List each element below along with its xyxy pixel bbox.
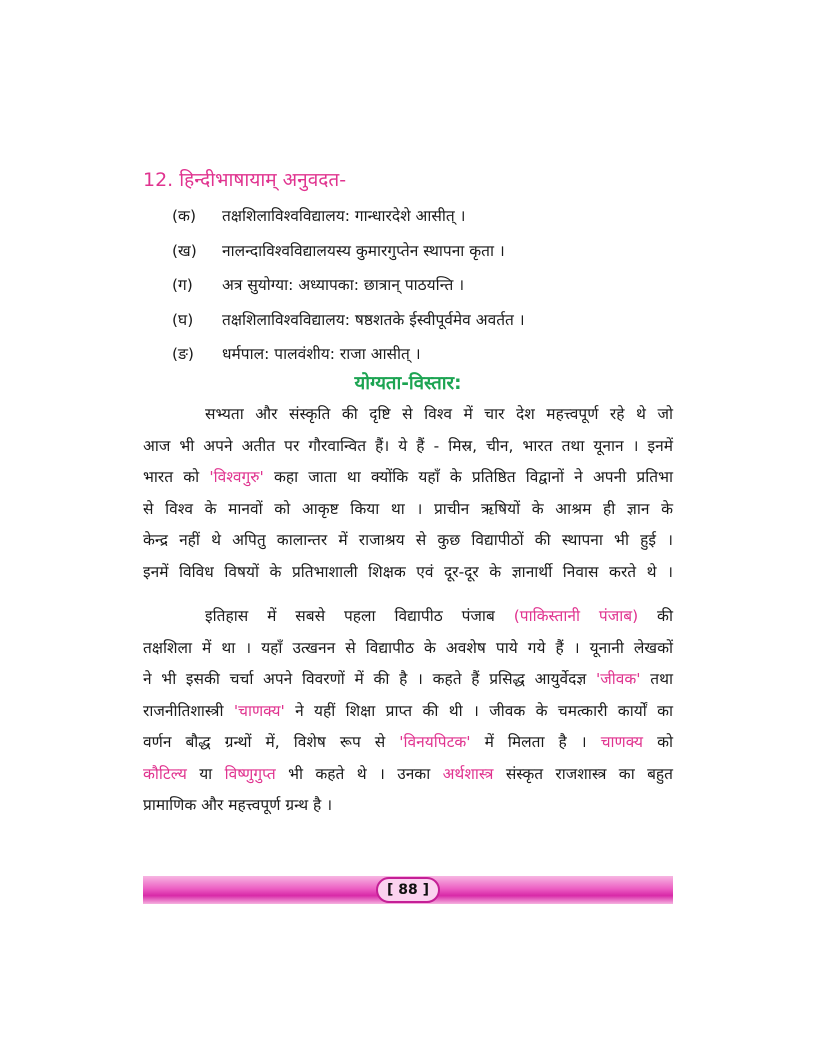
item-marker: (ख) — [172, 241, 197, 260]
text-segment: ने यहीं शिक्षा प्राप्त की थी । जीवक के चमत्कारी कार्यों का — [284, 701, 674, 720]
text-segment: भारत को — [143, 468, 210, 486]
highlight-term: चाणक्य — [600, 733, 644, 751]
text-line — [143, 604, 673, 636]
highlight-term: 'चाणक्य' — [233, 701, 285, 720]
section-heading: योग्यता-विस्तार: — [354, 373, 462, 394]
item-marker: (क) — [172, 207, 196, 225]
text-segment: कहा जाता था क्योंकि यहाँ के प्रतिष्ठित विद्वानों ने अपनी प्रतिभा — [263, 468, 673, 486]
item-marker: (ग) — [172, 276, 193, 294]
exercise-list — [172, 204, 732, 377]
highlight-term: 'विश्वगुरु' — [209, 468, 264, 486]
text-segment: को — [643, 733, 674, 751]
text-line: इनमें विविध विषयों के प्रतिभाशाली शिक्षक एवं दूर-दूर के ज्ञानार्थी निवास करते थे । — [143, 562, 673, 581]
paragraph-1 — [143, 402, 673, 591]
page-number: [ 88 ] — [376, 877, 440, 903]
text-segment: या — [186, 764, 225, 783]
paragraph-2 — [143, 604, 673, 825]
highlight-term: विष्णुगुप्त — [224, 764, 276, 783]
text-segment: संस्कृत राजशास्त्र का बहुत — [493, 764, 673, 783]
text-line: प्रामाणिक और महत्त्वपूर्ण ग्रन्थ है । — [143, 796, 333, 814]
text-line: तक्षशिला में था । यहाँ उत्खनन से विद्यापीठ के अवशेष पाये गये हैं । यूनानी लेखकों — [143, 638, 673, 657]
exercise-item — [172, 273, 732, 308]
text-segment: ने भी इसकी चर्चा अपने विवरणों में की है । कहते हैं प्रसिद्ध आयुर्वेदज्ञ — [143, 670, 596, 688]
text-line — [143, 699, 673, 731]
text-line: सभ्यता और संस्कृति की दृष्टि से विश्व में चार देश महत्त्वपूर्ण रहे थे जो — [205, 405, 673, 423]
item-marker: (ङ) — [172, 345, 194, 363]
text-line: से विश्व के मानवों को आकृष्ट किया था । प्राचीन ऋषियों के आश्रम ही ज्ञान के — [143, 499, 673, 518]
highlight-term: (पाकिस्तानी पंजाब) — [513, 607, 639, 625]
text-segment: वर्णन बौद्ध ग्रन्थों में, विशेष रूप से — [143, 733, 400, 751]
item-marker: (घ) — [172, 310, 194, 329]
item-text: धर्मपाल: पालवंशीय: राजा आसीत् । — [222, 345, 421, 363]
text-segment: तथा — [640, 670, 673, 688]
highlight-term: 'विनयपिटक' — [399, 733, 471, 751]
item-text: अत्र सुयोग्या: अध्यापका: छात्रान् पाठयन्ति । — [222, 276, 465, 294]
exercise-item — [172, 204, 732, 239]
exercise-item — [172, 308, 732, 343]
highlight-term: कौटिल्य — [143, 764, 187, 783]
text-line: आज भी अपने अतीत पर गौरवान्वित हैं। ये हैं - मिस्र, चीन, भारत तथा यूनान । इनमें — [143, 436, 673, 455]
exercise-item — [172, 239, 732, 274]
text-line — [143, 730, 673, 762]
text-line: केन्द्र नहीं थे अपितु कालान्तर में राजाश्रय से कुछ विद्यापीठों की स्थापना भी हुई । — [143, 531, 673, 549]
item-text: तक्षशिलाविश्वविद्यालय: गान्धारदेशे आसीत् । — [222, 207, 466, 225]
text-line — [143, 667, 673, 699]
text-segment: में मिलता है । — [470, 733, 601, 751]
item-text: नालन्दाविश्वविद्यालयस्य कुमारगुप्तेन स्थापना कृता । — [222, 241, 505, 260]
highlight-term: अर्थशास्त्र — [442, 764, 494, 783]
text-line — [143, 465, 673, 497]
text-segment: भी कहते थे । उनका — [275, 764, 443, 783]
highlight-term: 'जीवक' — [595, 670, 641, 688]
exercise-title: 12. हिन्दीभाषायाम् अनुवदत- — [143, 169, 347, 191]
text-line — [143, 762, 673, 794]
item-text: तक्षशिलाविश्वविद्यालय: षष्ठशतके ईस्वीपूर्वमेव अवर्तत । — [222, 310, 525, 329]
text-segment: की — [638, 607, 673, 625]
text-segment: इतिहास में सबसे पहला विद्यापीठ पंजाब — [205, 607, 514, 625]
text-segment: राजनीतिशास्त्री — [143, 701, 234, 720]
